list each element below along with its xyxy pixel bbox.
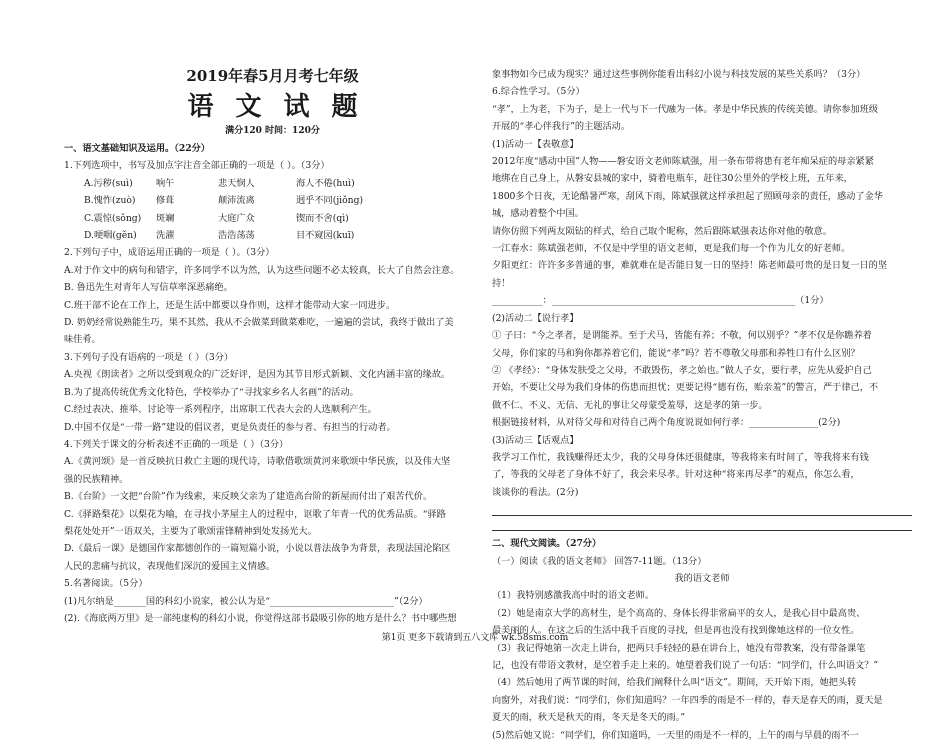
activity-heading: (2)活动二【说行孝】 [492,312,579,324]
question-line: 2.下列句子中，成语运用正确的一项是（ ）。（3分） [64,247,275,259]
passage-line: 向窗外，对我们说：“同学们，你们知道吗？一年四季的雨是不一样的，春天是春天的雨，夏天是 [492,694,883,706]
passage-line: （3）我记得她第一次走上讲台，把两只手轻轻的悬在讲台上，她没有带教案，没有带备课笔 [492,642,866,654]
answer-option: A.央视《朗读者》之所以受到观众的广泛好评，是因为其节目形式新颖、文化内涵丰富的缘故。 [64,369,451,381]
activity-heading: (1)活动一【表敬意】 [492,138,579,150]
text-line: 谈谈你的看法。(2分) [492,486,579,498]
answer-option: C.经过表决、推举、讨论等一系列程序，出席职工代表大会的人选顺利产生。 [64,404,377,416]
option-cell: 响午 [156,177,175,189]
text-line: 做不仁、不义、无信、无礼的事让父母蒙受羞辱，这是孝的第一步。 [492,399,768,411]
answer-option: 人民的悲痛与抗议，表现他们深沉的爱国主义情感。 [64,560,276,572]
option-cell: 颠沛流离 [218,195,255,207]
option-cell: 斑斓 [156,212,175,224]
text-line: 象事物如今已成为现实？通过这些事例你能看出科幻小说与科技发展的某些关系吗？（3分） [492,69,866,80]
answer-option: 梨花处处开”一语双关，主要为了歌颂雷锋精神到处发扬光大。 [64,525,317,537]
passage-title: 我的语文老师 [674,572,730,584]
answer-option: 味佳肴。 [64,334,101,346]
text-line: 父母，你们家的马和狗你都养着它们，能说“孝”吗？若不尊敬父母那和养牲口有什么区别？ [492,347,860,359]
question-line: 1.下列选项中，书写及加点字注音全部正确的一项是（ ）。（3分） [64,160,330,172]
text-line: ② 《孝经》：“身体发肤受之父母，不敢毁伤，孝之始也。”做人子女，要行孝，应先从爱护自己 [492,364,872,376]
option-cell: B.愧怍(zuò) [84,195,136,207]
answer-option: D. 奶奶经常说熟能生巧，果不其然，我从不会做菜到做菜难吃，一遍遍的尝试，我终于做出了美 [64,317,454,329]
option-cell: 海人不倦(huì) [296,177,355,189]
answer-option: C.《驿路梨花》以梨花为喻，在寻找小茅屋主人的过程中，讴歌了年青一代的优秀品质。“驿路 [64,508,446,520]
option-cell: C.震惊(sǒng) [84,212,142,224]
text-line: 夕阳更红：许许多多普通的事，难就难在是否能日复一日的坚持！陈老师最可贵的是日复一日的坚 [492,260,888,272]
text-line: 1800多个日夜，无论酷暑严寒，刮风下雨，陈斌强就这样承担起了照顾母亲的责任，感动了金华 [492,190,883,202]
text-line: 一江春水：陈斌强老师，不仅是中学里的语文老师，更是我们每一个作为儿女的好老师。 [492,243,851,255]
option-cell: 修葺 [156,195,175,207]
option-cell: 浩浩荡荡 [218,230,255,242]
answer-option: A.《黄河颂》是一首反映抗日救亡主题的现代诗，诗歌借歌颂黄河来歌颂中华民族，以及伟大坚 [64,456,451,468]
answer-option: 强的民族精神。 [64,473,129,485]
answer-option: D.中国不仅是“一带一路”建设的倡议者，更是负责任的参与者、有担当的行动者。 [64,421,396,433]
question-line: 5.名著阅读。（5分） [64,578,148,590]
passage-line: 记，也没有带语文教材，是空着手走上来的。她望着我们说了一句话：“同学们，什么叫语文？” [492,660,879,671]
text-line: 开始，不要让父母为我们身体的伤患而担忧；更要记得“德有伤，贻亲羞”的警言，严于律己，不 [492,382,879,394]
text-line: 请你仿照下列两友陨钻的样式，给自己取个昵称，然后跟陈斌强表达你对他的敬意。 [492,225,832,237]
text-line: 开展的“孝心伴我行”的主题活动。 [492,121,631,133]
score-time-line: 满分120 时间：120分 [225,126,320,136]
option-row [64,192,481,209]
text-line: 了，等我的父母老了身体不好了，我会来尽孝。针对这种“将来再尽孝”的观点，你怎么看， [492,469,860,481]
passage-line: 最美丽的人。在这之后的生活中我千百度的寻找，但是再也没有找到像她这样的一位女性。 [492,625,860,637]
exam-subtitle: 语文试题 [187,92,380,122]
answer-option: B.《台阶》一文把“台阶”作为线索，来反映父亲为了建造高台阶的新屋而付出了艰苦代价。 [64,491,433,503]
option-row [64,227,481,244]
passage-line: （1）我特别感激我高中时的语文老师。 [492,590,655,602]
passage-line: 夏天的雨，秋天是秋天的雨，冬天是冬天的雨。” [492,712,686,724]
section-heading: 一、语文基础知识及运用。（22分） [64,143,210,154]
answer-option: D.《最后一课》是德国作家都德创作的一篇短篇小说，小说以普法战争为背景，表现法国沦陷区 [64,543,451,555]
text-line: 城，感动着整个中国。 [492,208,584,220]
text-line: 2012年度“感动中国”人物——磐安语文老师陈斌强，用一条布带将患有老年痴呆症的母亲紧紧 [492,156,874,168]
option-cell: 洗濯 [156,230,175,242]
answer-blank-line[interactable]: ___________：_____________________________________________________（1分） [492,295,829,307]
question-line: 4.下列关于课文的分析表述不正确的一项是（ ）（3分） [64,438,289,450]
page-footer: 第1页 更多下载请到五八文库 wk.58sms.com [381,633,569,643]
answer-option: B. 鲁迅先生对青年人写信草率深恶痛绝。 [64,282,233,294]
option-cell: 大庭广众 [218,212,255,224]
reading-intro: （一）阅读《我的语文老师》 回答7-11题。（13分） [492,555,707,567]
option-row [64,210,481,227]
exam-title: 2019年春5月月考七年级 [186,67,359,85]
answer-option: B.为了提高传统优秀文化特色，学校举办了“寻找家乡名人名画”的活动。 [64,386,359,398]
text-line: 我学习工作忙，我钱赚得还太少，我的父母身体还很健康，等我将来有时间了，等我将来有钱 [492,451,869,463]
option-cell: 悲天悯人 [218,177,255,189]
passage-line: （4）然后她用了两节课的时间，给我们阐释什么叫“语文”。期间，天开始下雨，她把头转 [492,677,857,689]
text-line: 地绑在自己身上，从磐安县城的家中，骑着电瓶车，赶往30公里外的学校上班，五年来， [492,173,853,185]
option-cell: 目不窥园(kuī) [296,230,355,242]
question-line: 6.综合性学习。（5分） [492,86,585,98]
passage-line: （2）她是南京大学的高材生，是个高高的、身体长得非常扁平的女人，是我心目中最高贵、 [492,607,866,619]
activity-heading: (3)活动三【话观点】 [492,434,579,446]
passage-line: (5)然后她又说：“同学们，你们知道吗，一天里的雨是不一样的，上午的雨与早晨的雨不一 [492,729,859,741]
answer-option: C.班干部不论在工作上，还是生活中都要以身作则，这样才能带动大家一同进步。 [64,299,396,311]
option-row [64,175,481,192]
option-cell: A.污秽(suì) [84,177,133,189]
option-cell: 迥乎不同(jiǒng) [296,195,364,207]
answer-rule[interactable] [492,501,912,516]
question-line: 3.下列句子没有语病的一项是（ ）（3分） [64,351,234,363]
question-line: (1)凡尔纳是_______国的科幻小说家，被公认为是“___________________________”（2分） [64,595,428,607]
option-cell: 锲而不舍(qì) [296,212,349,224]
text-line: ① 子曰：“今之孝者，是谓能养。至于犬马，皆能有养；不敬，何以别乎？”孝不仅是你瞻养着 [492,330,872,342]
option-cell: D.哽咽(gěn) [84,230,137,242]
left-column [64,66,481,627]
answer-blank-line[interactable]: 根据链接材料，从对待父母和对待自己两个角度说说如何行孝：_______________(2分) [492,417,841,429]
text-line: “孝”，上为老，下为子，是上一代与下一代融为一体。孝是中华民族的传统美德。请你参加班级 [492,103,879,115]
answer-rule[interactable] [492,516,912,531]
section-heading: 二、现代文阅读。（27分） [492,538,602,550]
question-line: (2).《海底两万里》是一部纯虚构的科幻小说，你觉得这部书最吸引你的地方是什么？书中哪些想 [64,612,457,624]
text-line: 持！ [492,277,511,289]
answer-option: A.对于作文中的病句和错字，许多同学不以为然，认为这些问题不必太较真，长大了自然会注意。 [64,264,460,276]
